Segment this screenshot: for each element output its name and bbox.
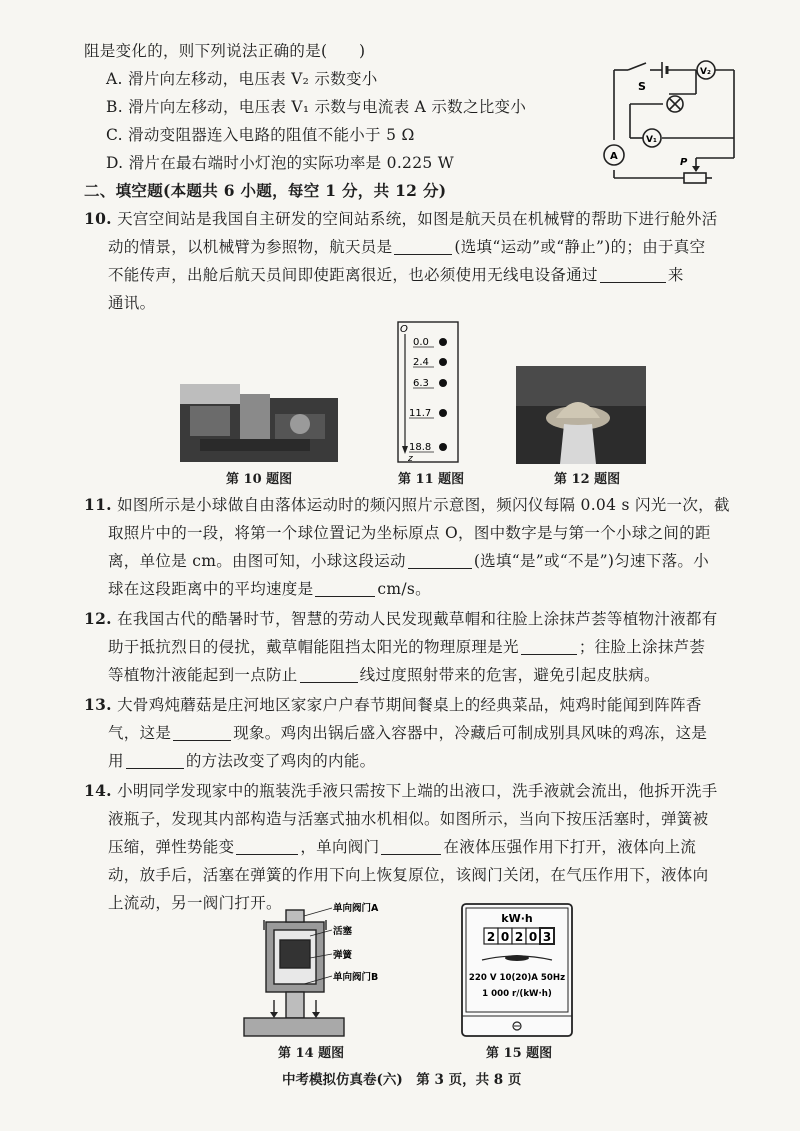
- figure-12-caption: 第 12 题图: [554, 472, 621, 487]
- q10-text-2a: 动的情景，以机械臂为参照物，航天员是: [108, 238, 393, 256]
- q14-line-4: 动，放手后，活塞在弹簧的作用下向上恢复原位，该阀门关闭，在气压作用下，液体向: [108, 866, 709, 884]
- q11-blank-1[interactable]: [408, 552, 472, 569]
- q10-text-1: 天宫空间站是我国自主研发的空间站系统，如图是航天员在机械臂的帮助下进行舱外活: [117, 210, 718, 228]
- q11-line-2: 取照片中的一段，将第一个球位置记为坐标原点 O，图中数字是与第一个小球之间的距: [108, 524, 711, 542]
- label-piston: 活塞: [333, 926, 353, 937]
- q10-line-2: [108, 236, 705, 258]
- q12-blank-2[interactable]: [300, 666, 358, 683]
- meter-spec-2: 1 000 r/(kW·h): [482, 989, 552, 999]
- strobe-ball-0: [439, 338, 447, 346]
- figure-11-caption: 第 11 题图: [398, 472, 465, 487]
- q13-blank-1[interactable]: [173, 724, 231, 741]
- strobe-ball-1: [439, 358, 447, 366]
- piston-shape: [280, 940, 310, 968]
- section-fill-in-title: 二、填空题(本题共 6 小题，每空 1 分，共 12 分): [84, 181, 447, 200]
- q13-line-3: [108, 750, 375, 772]
- q14-number: 14.: [84, 781, 112, 800]
- circuit-v2-label: V₂: [700, 67, 711, 77]
- q13-line-1: [84, 694, 702, 716]
- q14-line-2: 液瓶子，发现其内部构造与活塞式抽水机相似。如图所示，当向下按压活塞时，弹簧被: [108, 810, 709, 828]
- circuit-switch-label: S: [638, 80, 646, 93]
- q11-line-4: [108, 578, 431, 600]
- circuit-slider-label: P: [680, 157, 688, 168]
- q11-text-4a: 球在这段距离中的平均速度是: [108, 580, 314, 598]
- q14-text-1: 小明同学发现家中的瓶装洗手液只需按下上端的出液口，洗手液就会流出，他拆开洗手: [117, 782, 718, 800]
- q10-line-3: [108, 264, 684, 286]
- figure-11-strobe: [396, 320, 462, 466]
- label-spring: 弹簧: [333, 950, 353, 961]
- q12-text-3b: 线过度照射带来的危害，避免引起皮肤病。: [359, 666, 660, 684]
- q12-text-2a: 助于抵抗烈日的侵扰，戴草帽能阻挡太阳光的物理原理是光: [108, 638, 519, 656]
- q11-blank-2[interactable]: [315, 580, 375, 597]
- figure-10-caption: 第 10 题图: [226, 472, 293, 487]
- q9-option-b: B. 滑片向左移动，电压表 V₁ 示数与电流表 A 示数之比变小: [106, 98, 527, 116]
- q14-blank-2[interactable]: [381, 838, 441, 855]
- q10-text-3a: 不能传声，出舱后航天员间即使距离很近，也必须使用无线电设备通过: [108, 266, 598, 284]
- q10-text-2b: (选填“运动”或“静止”)的；由于真空: [454, 238, 706, 256]
- strobe-ball-3: [439, 409, 447, 417]
- strobe-mark-3: 11.7: [409, 408, 432, 419]
- q10-text-3b: 来: [667, 266, 684, 284]
- q11-text-3b: (选填“是”或“不是”)匀速下落。小: [473, 552, 710, 570]
- q11-line-3: [108, 550, 709, 572]
- strobe-mark-0: 0.0: [413, 337, 429, 348]
- q12-line-1: [84, 608, 718, 630]
- circuit-v1-label: V₁: [646, 135, 657, 145]
- strobe-ball-4: [439, 443, 447, 451]
- figure-15-meter: [460, 902, 574, 1038]
- q13-blank-2[interactable]: [126, 752, 184, 769]
- q13-line-2: [108, 722, 707, 744]
- strobe-mark-4: 18.8: [409, 442, 432, 453]
- q11-text-4b: cm/s。: [377, 580, 431, 598]
- figure-10-photo: [180, 384, 338, 462]
- strobe-mark-1: 2.4: [413, 357, 429, 368]
- figure-12-photo: [516, 366, 646, 464]
- q12-line-2: [108, 636, 705, 658]
- q9-stem-tail: 阻是变化的，则下列说法正确的是( ): [84, 42, 366, 60]
- q11-number: 11.: [84, 495, 112, 514]
- meter-unit: kW·h: [501, 912, 533, 925]
- q13-text-1: 大骨鸡炖蘑菇是庄河地区家家户户春节期间餐桌上的经典菜品，炖鸡时能闻到阵阵香: [117, 696, 702, 714]
- q12-number: 12.: [84, 609, 112, 628]
- figure-15-caption: 第 15 题图: [486, 1046, 553, 1061]
- q10-blank-1[interactable]: [394, 238, 452, 255]
- figure-11-origin-label: O: [400, 324, 408, 335]
- q13-text-3b: 的方法改变了鸡肉的内能。: [185, 752, 376, 770]
- label-valve-a: 单向阀门A: [333, 903, 379, 914]
- q11-text-3a: 离，单位是 cm。由图可知，小球这段运动: [108, 552, 406, 570]
- q13-text-3a: 用: [108, 752, 124, 770]
- strobe-mark-2: 6.3: [413, 378, 429, 389]
- q9-option-c: C. 滑动变阻器连入电路的阻值不能小于 5 Ω: [106, 126, 415, 144]
- page-footer: 中考模拟仿真卷(六) 第 3 页，共 8 页: [282, 1072, 522, 1088]
- q14-line-1: [84, 780, 718, 802]
- figure-11-axis-label: z: [408, 454, 413, 464]
- q12-text-1: 在我国古代的酷暑时节，智慧的劳动人民发现戴草帽和往脸上涂抹芦荟等植物汁液都有: [117, 610, 718, 628]
- q14-text-3a: 压缩，弹性势能变: [108, 838, 235, 856]
- q10-number: 10.: [84, 209, 112, 228]
- label-valve-b: 单向阀门B: [333, 972, 379, 983]
- q10-line-4: 通讯。: [108, 294, 156, 312]
- meter-spec-1: 220 V 10(20)A 50Hz: [468, 973, 566, 983]
- q14-text-3b: ，单向阀门: [300, 838, 380, 856]
- figure-14-caption: 第 14 题图: [278, 1046, 345, 1061]
- q14-blank-1[interactable]: [236, 838, 298, 855]
- q14-line-3: [108, 836, 696, 858]
- q13-text-2a: 气，这是: [108, 724, 172, 742]
- q13-number: 13.: [84, 695, 112, 714]
- q9-option-d: D. 滑片在最右端时小灯泡的实际功率是 0.225 W: [106, 154, 454, 172]
- figure-14-pump: [240, 900, 420, 1040]
- q11-line-1: [84, 494, 730, 516]
- q14-text-3c: 在液体压强作用下打开，液体向上流: [443, 838, 697, 856]
- meter-digit-4: 3: [542, 930, 552, 944]
- q12-line-3: [108, 664, 660, 686]
- circuit-diagram: [600, 58, 750, 188]
- q12-text-3a: 等植物汁液能起到一点防止: [108, 666, 298, 684]
- strobe-ball-2: [439, 379, 447, 387]
- q12-text-2b: ；往脸上涂抹芦荟: [578, 638, 706, 656]
- q14-line-5: 上流动，另一阀门打开。: [108, 894, 282, 912]
- q10-blank-2[interactable]: [600, 266, 666, 283]
- q9-option-a: A. 滑片向左移动，电压表 V₂ 示数变小: [106, 70, 378, 88]
- q12-blank-1[interactable]: [521, 638, 577, 655]
- meter-digit-0: 2: [486, 930, 496, 944]
- circuit-ammeter-label: A: [610, 151, 618, 162]
- q11-text-1: 如图所示是小球做自由落体运动时的频闪照片示意图，频闪仪每隔 0.04 s 闪光一次，截: [117, 496, 730, 514]
- meter-digit-1: 0: [500, 930, 510, 944]
- q10-line-1: [84, 208, 718, 230]
- meter-digit-2: 2: [514, 930, 524, 944]
- meter-digit-3: 0: [528, 930, 538, 944]
- q13-text-2b: 现象。鸡肉出锅后盛入容器中，冷藏后可制成别具风味的鸡冻，这是: [233, 724, 708, 742]
